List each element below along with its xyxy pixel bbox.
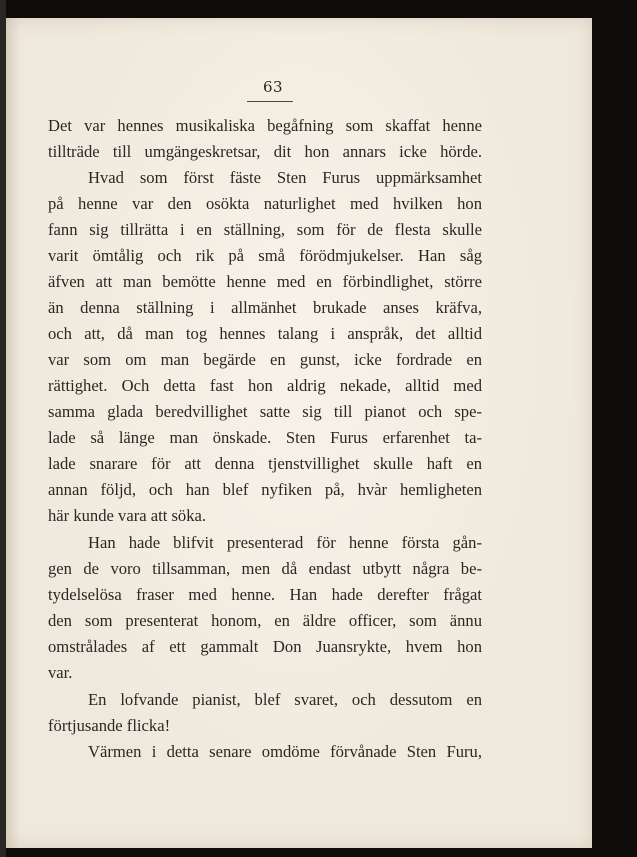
text-line: på henne var den osökta naturlighet med hvilken hon xyxy=(48,194,482,213)
text-line: samma glada beredvillighet satte sig till pianot och spe- xyxy=(48,402,482,421)
text-line: Han hade blifvit presenterad för henne första gån- xyxy=(88,533,482,552)
text-line: En lofvande pianist, blef svaret, och dessutom en xyxy=(88,690,482,709)
text-line: omstrålades af ett gammalt Don Juansrykte, hvem hon xyxy=(48,637,482,656)
text-line: förtjusande flicka! xyxy=(48,716,171,735)
text-line: var som om man begärde en gunst, icke fordrade en xyxy=(48,350,482,369)
text-line: här kunde vara att söka. xyxy=(48,506,207,525)
text-line: lade snarare för att denna tjenstvillighet skulle haft en xyxy=(48,454,482,473)
text-line: lade så länge man önskade. Sten Furus erfarenhet ta- xyxy=(48,428,482,447)
text-line: var. xyxy=(48,663,73,682)
text-line: Det var hennes musikaliska begåfning som skaffat henne xyxy=(48,116,482,135)
text-line: rättighet. Och detta fast hon aldrig nekade, alltid med xyxy=(48,376,482,395)
page-number: 63 xyxy=(262,78,284,96)
text-line: än denna ställning i allmänhet brukade anses kräfva, xyxy=(48,298,482,317)
text-line: fann sig tillrätta i en ställning, som för de flesta skulle xyxy=(48,220,482,239)
text-line: tydelselösa fraser med henne. Han hade derefter frågat xyxy=(48,585,482,604)
page-number-rule xyxy=(247,101,293,102)
text-line: gen de voro tillsamman, men då endast utbytt några be- xyxy=(48,559,482,578)
text-line: och att, då man tog hennes talang i anspråk, det alltid xyxy=(48,324,482,343)
text-line: Hvad som först fäste Sten Furus uppmärksamhet xyxy=(88,168,482,187)
text-line: Värmen i detta senare omdöme förvånade Sten Furu, xyxy=(88,742,482,761)
text-line: varit ömtålig och rik på små förödmjukelser. Han såg xyxy=(48,246,482,265)
text-line: den som presenterat honom, en äldre officer, som ännu xyxy=(48,611,482,630)
text-line: annan följd, och han blef nyfiken på, hvàr hemligheten xyxy=(48,480,482,499)
text-line: äfven att man bemötte henne med en förbindlighet, större xyxy=(48,272,482,291)
text-line: tillträde till umgängeskretsar, dit hon annars icke hörde. xyxy=(48,142,482,161)
book-page xyxy=(6,18,592,848)
